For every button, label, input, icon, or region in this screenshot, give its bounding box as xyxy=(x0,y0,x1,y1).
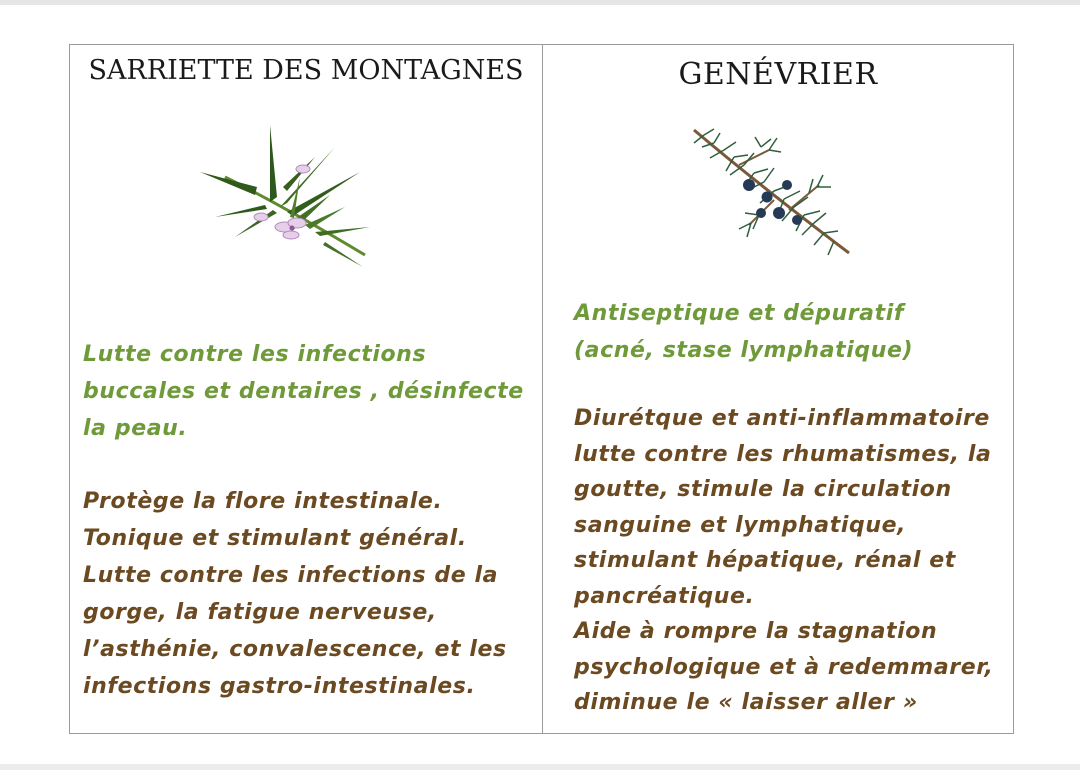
text-line: la peau. xyxy=(83,416,188,441)
text-line: buccales et dentaires , désinfecte xyxy=(83,379,524,404)
text-line: Lutte contre les infections xyxy=(83,342,427,367)
comparison-table xyxy=(69,44,1014,734)
juniper-branch-illustration xyxy=(689,125,854,260)
text-line: lutte contre les rhumatismes, la xyxy=(574,441,992,467)
bottom-strip xyxy=(0,764,1080,770)
text-line: gorge, la fatigue nerveuse, xyxy=(83,600,437,625)
text-line: sanguine et lymphatique, xyxy=(574,512,907,538)
juniper-brown-text xyxy=(574,401,993,721)
text-line: infections gastro-intestinales. xyxy=(83,674,476,699)
text-line: goutte, stimule la circulation xyxy=(574,477,952,502)
juniper-column xyxy=(543,45,1013,733)
text-line: (acné, stase lymphatique) xyxy=(574,338,914,363)
text-line: Antiseptique et dépuratif xyxy=(574,301,905,326)
text-line: psychologique et à redemmarer, xyxy=(574,654,994,680)
text-line: l’asthénie, convalescence, et les xyxy=(83,637,507,662)
savory-title: SARRIETTE DES MONTAGNES xyxy=(88,55,524,86)
savory-brown-text xyxy=(83,483,507,705)
text-line: diminue le « laisser aller » xyxy=(574,690,918,715)
text-line: pancréatique. xyxy=(574,583,755,609)
text-line: Aide à rompre la stagnation xyxy=(574,619,938,644)
text-line: stimulant hépatique, rénal et xyxy=(574,548,956,573)
savory-green-text xyxy=(83,336,524,447)
savory-sprig-illustration xyxy=(195,117,375,267)
juniper-green-text xyxy=(574,295,913,369)
text-line: Diurétque et anti-inflammatoire xyxy=(574,406,990,431)
text-line: Protège la flore intestinale. xyxy=(83,489,443,514)
text-line: Lutte contre les infections de la xyxy=(83,563,499,588)
text-line: Tonique et stimulant général. xyxy=(83,526,467,551)
juniper-title: GENÉVRIER xyxy=(678,57,878,92)
top-strip xyxy=(0,0,1080,5)
savory-column xyxy=(70,45,543,733)
